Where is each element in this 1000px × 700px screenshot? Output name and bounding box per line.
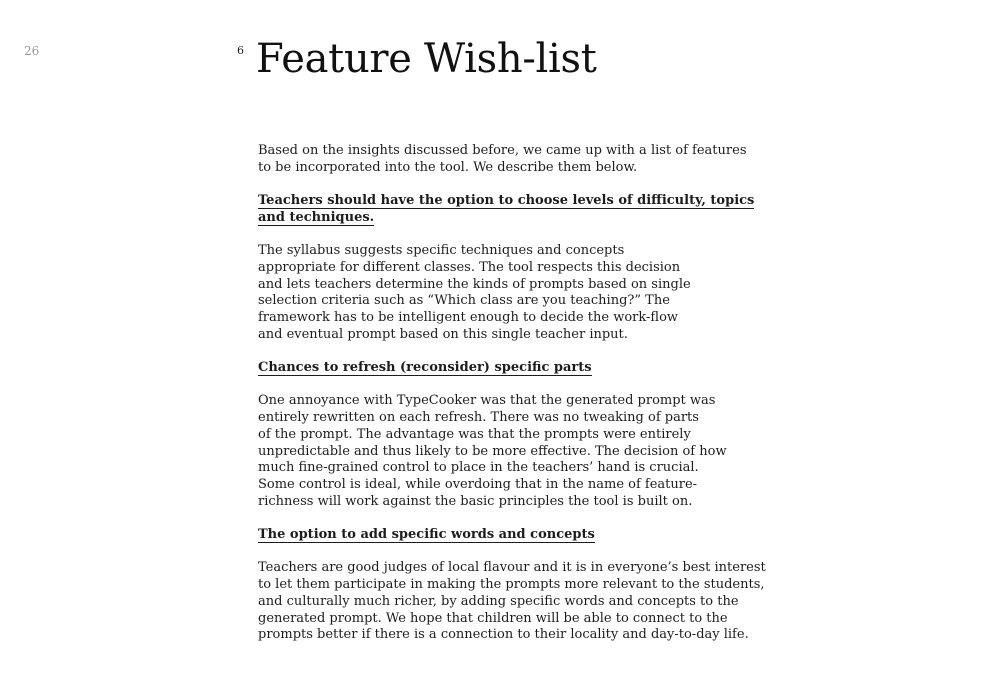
paragraph-line: richness will work against the basic principles the tool is built on. — [258, 493, 693, 509]
paragraph-line: much fine-grained control to place in the teachers’ hand is crucial. — [258, 460, 699, 476]
heading-line-text: Chances to refresh (reconsider) specific parts — [258, 360, 592, 376]
paragraph-line: prompts better if there is a connection to their locality and day-to-day life. — [258, 627, 749, 643]
paragraph-line: appropriate for different classes. The tool respects this decision — [258, 259, 681, 275]
paragraph-line: Some control is ideal, while overdoing that in the name of feature- — [258, 477, 698, 492]
heading-line-text: The option to add specific words and concepts — [258, 527, 595, 543]
paragraph-line: to let them participate in making the prompts more relevant to the students, — [258, 577, 765, 593]
section-heading — [258, 193, 755, 226]
paragraph-line: generated prompt. We hope that children will be able to connect to the — [258, 610, 728, 626]
body-paragraph — [258, 143, 747, 176]
paragraph-line: The syllabus suggests specific techniques and concepts — [258, 243, 625, 259]
body-paragraph — [258, 560, 766, 644]
paragraph-line: framework has to be intelligent enough to decide the work-flow — [258, 310, 679, 325]
section-heading — [258, 360, 688, 377]
paragraph-line: and culturally much richer, by adding specific words and concepts to the — [258, 593, 739, 609]
paragraph-line: and lets teachers determine the kinds of prompts based on single — [258, 276, 691, 292]
heading-line — [258, 527, 688, 544]
page-number: 26 — [24, 44, 40, 58]
paragraph-line: entirely rewritten on each refresh. There was no tweaking of parts — [258, 410, 699, 426]
chapter-number: 6 — [237, 44, 244, 57]
document-body — [258, 143, 766, 661]
heading-line — [258, 210, 688, 227]
paragraph-line: unpredictable and thus likely to be more effective. The decision of how — [258, 443, 727, 459]
body-paragraph — [258, 393, 727, 510]
paragraph-line: of the prompt. The advantage was that the prompts were entirely — [258, 426, 691, 442]
heading-line-text: and techniques. — [258, 209, 375, 225]
paragraph-line: Based on the insights discussed before, we came up with a list of features — [258, 143, 747, 158]
paragraph-line: One annoyance with TypeCooker was that the generated prompt was — [258, 393, 716, 409]
heading-line-text: Teachers should have the option to choose levels of difficulty, topics — [258, 193, 755, 209]
paragraph-line: to be incorporated into the tool. We describe them below. — [258, 159, 638, 175]
section-heading — [258, 527, 688, 544]
body-paragraph — [258, 243, 691, 343]
paragraph-line: selection criteria such as “Which class are you teaching?” The — [258, 293, 670, 309]
heading-line — [258, 360, 688, 377]
heading-line — [258, 193, 755, 210]
paragraph-line: and eventual prompt based on this single teacher input. — [258, 326, 628, 342]
paragraph-line: Teachers are good judges of local flavour and it is in everyone’s best interest — [258, 560, 766, 576]
page-title: Feature Wish-list — [256, 36, 597, 82]
